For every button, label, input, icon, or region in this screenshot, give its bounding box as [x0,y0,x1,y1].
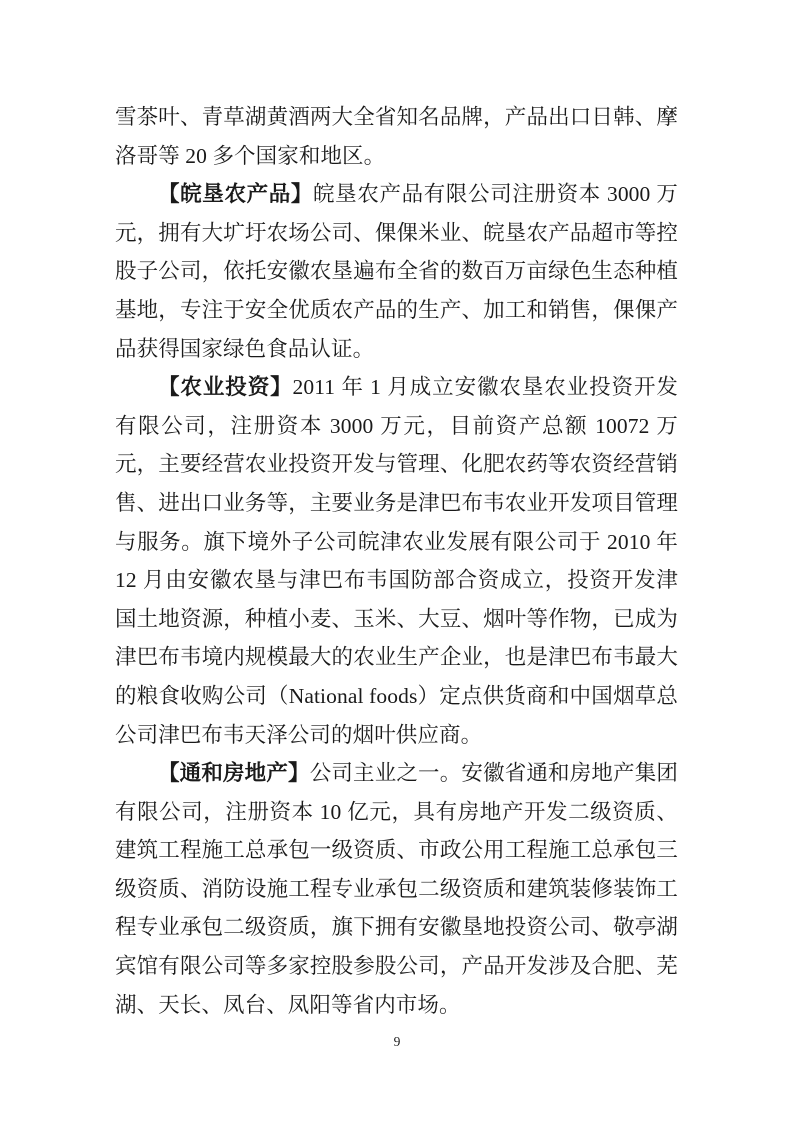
paragraph-text: 公司主业之一。安徽省通和房地产集团有限公司，注册资本 10 亿元，具有房地产开发二级资质、建筑工程施工总承包一级资质、市政公用工程施工总承包三级资质、消防设施工程专业承包二级资质和建筑装修装饰工程专业承包二级资质，旗下拥有安徽垦地投资公司、敬亭湖宾馆有限公司等多家控股参股公司，产品开发涉及合肥、芜湖、天长、凤台、凤阳等省内市场。 [115,761,678,1017]
paragraph-text: 皖垦农产品有限公司注册资本 3000 万元，拥有大圹圩农场公司、倮倮米业、皖垦农产品超市等控股子公司，依托安徽农垦遍布全省的数百万亩绿色生态种植基地，专注于安全优质农产品的生产、加工和销售，倮倮产品获得国家绿色食品认证。 [115,182,678,361]
paragraph-text: 雪茶叶、青草湖黄酒两大全省知名品牌，产品出口日韩、摩洛哥等 20 多个国家和地区。 [115,105,678,168]
paragraph [115,98,678,175]
page-footer [0,1033,794,1051]
paragraph [115,754,678,1024]
section-header: 【农业投资】 [158,375,293,400]
paragraph-text: 2011 年 1 月成立安徽农垦农业投资开发有限公司，注册资本 3000 万元，目前资产总额 10072 万元，主要经营农业投资开发与管理、化肥农药等农资经营销售、进出口业务等，主要业务是津巴布韦农业开发项目管理与服务。旗下境外子公司皖津农业发展有限公司于 2010 年 12 月由安徽农垦与津巴布韦国防部合资成立，投资开发津国土地资源，种植小麦、玉米、大豆、烟叶等作物，已成为津巴布韦境内规模最大的农业生产企业，也是津巴布韦最大的粮食收购公司（National foods）定点供货商和中国烟草总公司津巴布韦天泽公司的烟叶供应商。 [115,375,678,747]
section-header: 【通和房地产】 [158,761,310,786]
section-header: 【皖垦农产品】 [158,182,314,207]
document-body [115,98,678,1024]
paragraph [115,368,678,754]
paragraph [115,175,678,368]
page-number: 9 [393,1034,401,1049]
